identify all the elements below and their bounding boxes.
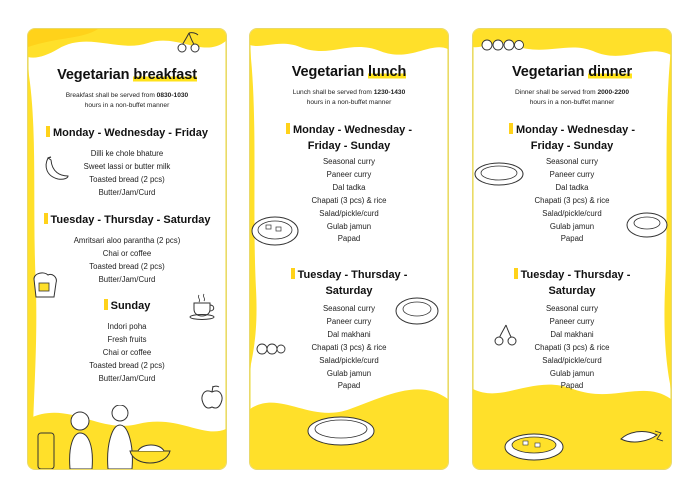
dal-bowl-icon [625, 207, 669, 239]
lunch-title [250, 64, 448, 80]
menu-item: Amritsari aloo parantha (2 pcs) [73, 236, 181, 245]
menu-item: Chapati (3 pcs) & rice [311, 195, 387, 205]
breakfast-menu-card [27, 28, 227, 470]
menu-item: Gulab jamun [549, 368, 595, 378]
rice-plate-icon [394, 291, 440, 327]
menu-item: Salad/pickle/curd [319, 355, 379, 365]
menu-item: Fresh fruits [107, 334, 147, 344]
heading-text-line2: Saturday [325, 285, 373, 297]
serving-text: Dinner shall be served from [514, 89, 596, 96]
menu-item: Dal tadka [555, 182, 589, 192]
title-highlight: breakfast [133, 67, 197, 83]
dinner-section-items-2 [481, 303, 663, 393]
breakfast-section-items-2 [36, 235, 218, 287]
menu-item: Toasted bread (2 pcs) [89, 174, 165, 184]
paneer-bowl-icon [503, 429, 565, 463]
menu-item: Chapati (3 pcs) & rice [311, 342, 387, 352]
coffee-cup-icon [188, 289, 220, 321]
menu-item: Dal tadka [332, 182, 366, 192]
roti-plate-icon [306, 413, 376, 447]
serving-time: 0830-1030 [156, 92, 189, 99]
menu-item: Dilli ke chole bhature [90, 149, 164, 158]
heading-text-line2: Saturday [548, 285, 596, 297]
lunch-menu-card [249, 28, 449, 470]
breakfast-section-heading-2 [34, 212, 220, 228]
curry-bowl-icon [250, 209, 300, 249]
menu-item: Seasonal curry [322, 304, 375, 313]
toast-icon [30, 269, 62, 301]
menu-item: Gulab jamun [549, 221, 595, 231]
lunch-serving-hours [264, 88, 434, 107]
cherries-icon [176, 31, 202, 53]
sweets-row-icon [481, 37, 525, 53]
heading-bar [44, 213, 48, 224]
breakfast-serving-hours [42, 91, 212, 110]
breakfast-section-heading-1 [34, 125, 220, 141]
heading-text: Monday - Wednesday - [516, 124, 635, 136]
menu-item: Papad [560, 381, 584, 391]
lunch-section-heading-1 [256, 122, 442, 154]
serving-text-2: hours in a non-buffet manner [529, 98, 615, 106]
serving-text: Lunch shall be served from [292, 89, 372, 96]
vegetable-okra-icon [619, 425, 665, 447]
dinner-section-heading-1 [479, 122, 665, 154]
menu-item: Sweet lassi or butter milk [83, 161, 171, 171]
serving-text: Breakfast shall be served from [65, 92, 155, 99]
breakfast-title [28, 67, 226, 83]
menu-item: Dal makhani [550, 329, 594, 339]
cherries-icon [493, 323, 519, 347]
heading-bar [291, 268, 295, 279]
menu-item: Chapati (3 pcs) & rice [534, 195, 610, 205]
laddoo-sweets-icon [256, 341, 286, 357]
paratha-plate-icon [473, 159, 525, 189]
title-text: Vegetarian [57, 67, 130, 83]
apple-icon [200, 384, 224, 410]
heading-text: Tuesday - Thursday - Saturday [50, 214, 211, 226]
heading-bar [46, 126, 50, 137]
menu-item: Paneer curry [549, 169, 595, 179]
menu-item: Chai or coffee [102, 248, 152, 258]
menu-item: Toasted bread (2 pcs) [89, 360, 165, 370]
heading-bar [104, 299, 108, 310]
menu-item: Papad [560, 234, 584, 244]
menu-item: Seasonal curry [545, 157, 598, 166]
title-highlight: dinner [588, 64, 632, 80]
breakfast-section-items-3 [36, 321, 218, 386]
menu-item: Dal makhani [327, 329, 371, 339]
menu-item: Salad/pickle/curd [319, 208, 379, 218]
banana-icon [42, 154, 70, 182]
serving-text-2: hours in a non-buffet manner [306, 98, 392, 106]
title-text: Vegetarian [512, 64, 585, 80]
heading-text: Sunday [110, 300, 151, 312]
title-text: Vegetarian [291, 64, 365, 80]
heading-text: Monday - Wednesday - Friday [52, 127, 209, 139]
dinner-serving-hours [487, 88, 657, 107]
menu-item: Seasonal curry [322, 157, 375, 166]
menu-item: Salad/pickle/curd [542, 208, 602, 218]
heading-bar [514, 268, 518, 279]
title-highlight: lunch [368, 64, 407, 80]
heading-bar [286, 123, 290, 134]
top-yellow-wave [250, 29, 448, 89]
menu-item: Chai or coffee [102, 347, 152, 357]
menu-item: Gulab jamun [326, 221, 372, 231]
serving-text-2: hours in a non-buffet manner [84, 101, 170, 109]
dinner-title [473, 64, 671, 80]
menu-item: Butter/Jam/Curd [98, 187, 156, 197]
heading-text: Tuesday - Thursday - [520, 269, 631, 281]
heading-text: Tuesday - Thursday - [297, 269, 408, 281]
menu-item: Paneer curry [326, 316, 372, 326]
menu-item: Seasonal curry [545, 304, 598, 313]
dinner-section-heading-2 [479, 267, 665, 299]
menu-item: Paneer curry [549, 316, 595, 326]
menu-item: Paneer curry [326, 169, 372, 179]
menu-item: Chapati (3 pcs) & rice [534, 342, 610, 352]
menu-item: Papad [337, 234, 361, 244]
people-eating-illustration [34, 405, 174, 469]
heading-text: Monday - Wednesday - [293, 124, 412, 136]
menu-item: Toasted bread (2 pcs) [89, 261, 165, 271]
menu-item: Papad [337, 381, 361, 391]
heading-text-line2: Friday - Sunday [530, 140, 614, 152]
heading-text-line2: Friday - Sunday [307, 140, 391, 152]
menu-item: Butter/Jam/Curd [98, 274, 156, 284]
menu-item: Salad/pickle/curd [542, 355, 602, 365]
heading-bar [509, 123, 513, 134]
menu-item: Indori poha [107, 322, 147, 331]
serving-time: 2000-2200 [597, 89, 630, 96]
dinner-menu-card [472, 28, 672, 470]
menu-item: Butter/Jam/Curd [98, 373, 156, 383]
menu-item: Gulab jamun [326, 368, 372, 378]
serving-time: 1230-1430 [373, 89, 406, 96]
